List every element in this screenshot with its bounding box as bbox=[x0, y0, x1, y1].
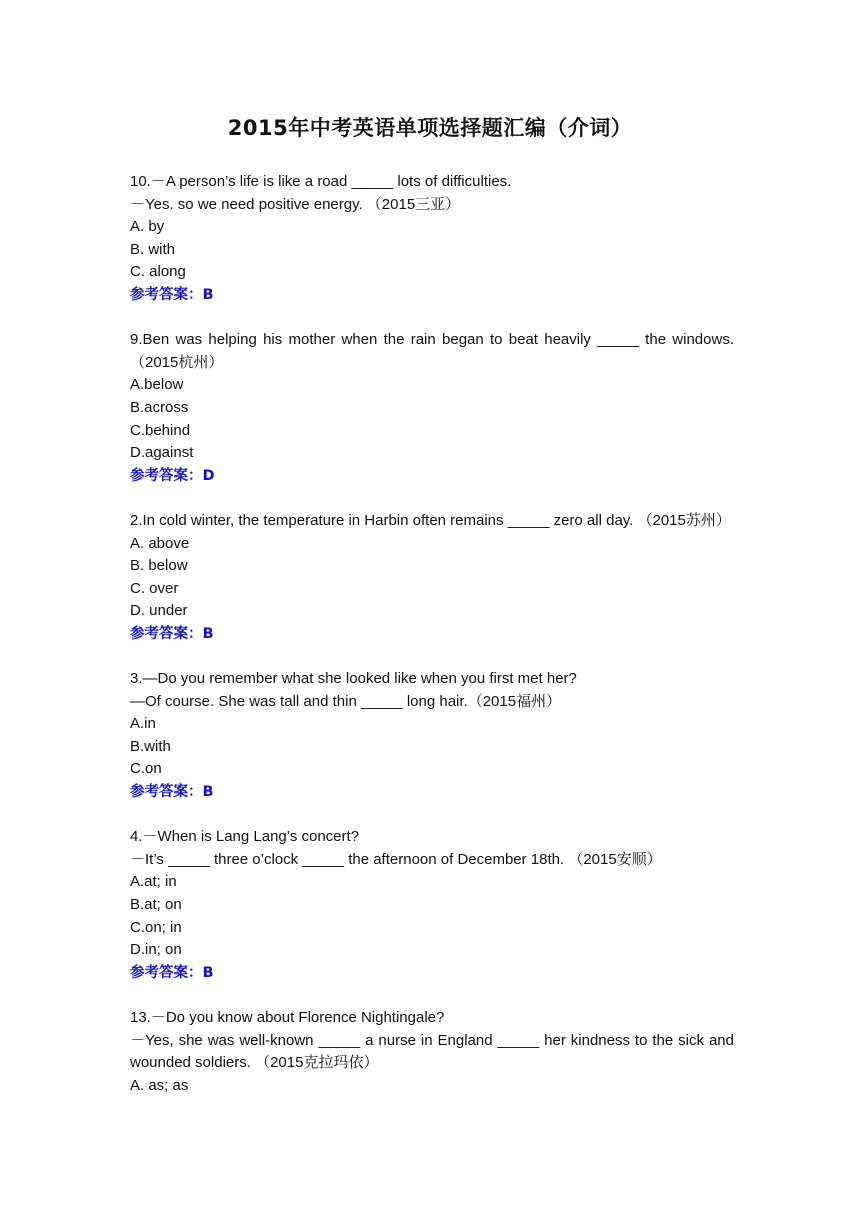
question-10 bbox=[130, 171, 734, 307]
option: B.at; on bbox=[130, 896, 182, 913]
option: A. as; as bbox=[130, 1076, 189, 1094]
option: C. over bbox=[130, 579, 179, 597]
question-list bbox=[130, 171, 734, 1120]
option: A.at; in bbox=[130, 873, 177, 891]
question-text: －Yes, she was well-known _____ a nurse in England _____ her kindness to the sick and bbox=[130, 1031, 734, 1049]
option: C. along bbox=[130, 263, 186, 281]
question-text: 2.In cold winter, the temperature in Harbin often remains _____ zero all day. （2015苏州） bbox=[130, 511, 731, 529]
question-text: wounded soldiers. （2015克拉玛依） bbox=[130, 1054, 379, 1072]
question-text: 4.－When is Lang Lang’s concert? bbox=[130, 828, 360, 846]
option: A. above bbox=[130, 534, 190, 552]
option: A.below bbox=[130, 376, 184, 394]
answer-key: 参考答案：B bbox=[130, 784, 214, 801]
option: B.with bbox=[130, 737, 171, 755]
question-9 bbox=[130, 329, 734, 487]
option: D. under bbox=[130, 602, 188, 620]
question-2 bbox=[130, 510, 734, 646]
question-3 bbox=[130, 668, 734, 804]
option: B.across bbox=[130, 398, 189, 416]
question-text: 13.－Do you know about Florence Nightingale? bbox=[130, 1008, 445, 1026]
option: D.in; on bbox=[130, 941, 182, 959]
option: B. below bbox=[130, 557, 188, 575]
option: D.against bbox=[130, 444, 194, 462]
option: A. by bbox=[130, 218, 165, 236]
question-text: —Of course. She was tall and thin _____ long hair.（2015福州） bbox=[130, 692, 562, 710]
question-text: －Yes. so we need positive energy. （2015三亚） bbox=[130, 195, 461, 213]
answer-key: 参考答案：B bbox=[130, 964, 214, 981]
question-text: 10.－A person’s life is like a road _____ lots of difficulties. bbox=[130, 173, 512, 190]
question-text: （2015杭州） bbox=[130, 353, 224, 371]
answer-key: 参考答案：B bbox=[130, 625, 214, 642]
option: B. with bbox=[130, 240, 176, 258]
document-title: 2015年中考英语单项选择题汇编（介词） bbox=[227, 116, 633, 140]
option: C.on bbox=[130, 760, 162, 778]
question-text: 9.Ben was helping his mother when the rain began to beat heavily _____ the windows. bbox=[130, 331, 734, 349]
question-4 bbox=[130, 826, 734, 984]
answer-key: 参考答案：B bbox=[130, 286, 214, 303]
answer-key: 参考答案：D bbox=[130, 467, 215, 484]
option: C.on; in bbox=[130, 918, 182, 936]
question-13 bbox=[130, 1007, 734, 1097]
question-text: 3.—Do you remember what she looked like when you first met her? bbox=[130, 670, 577, 688]
option: A.in bbox=[130, 715, 156, 733]
option: C.behind bbox=[130, 421, 191, 439]
question-text: －It’s _____ three o’clock _____ the afternoon of December 18th. （2015安顺） bbox=[130, 850, 662, 868]
